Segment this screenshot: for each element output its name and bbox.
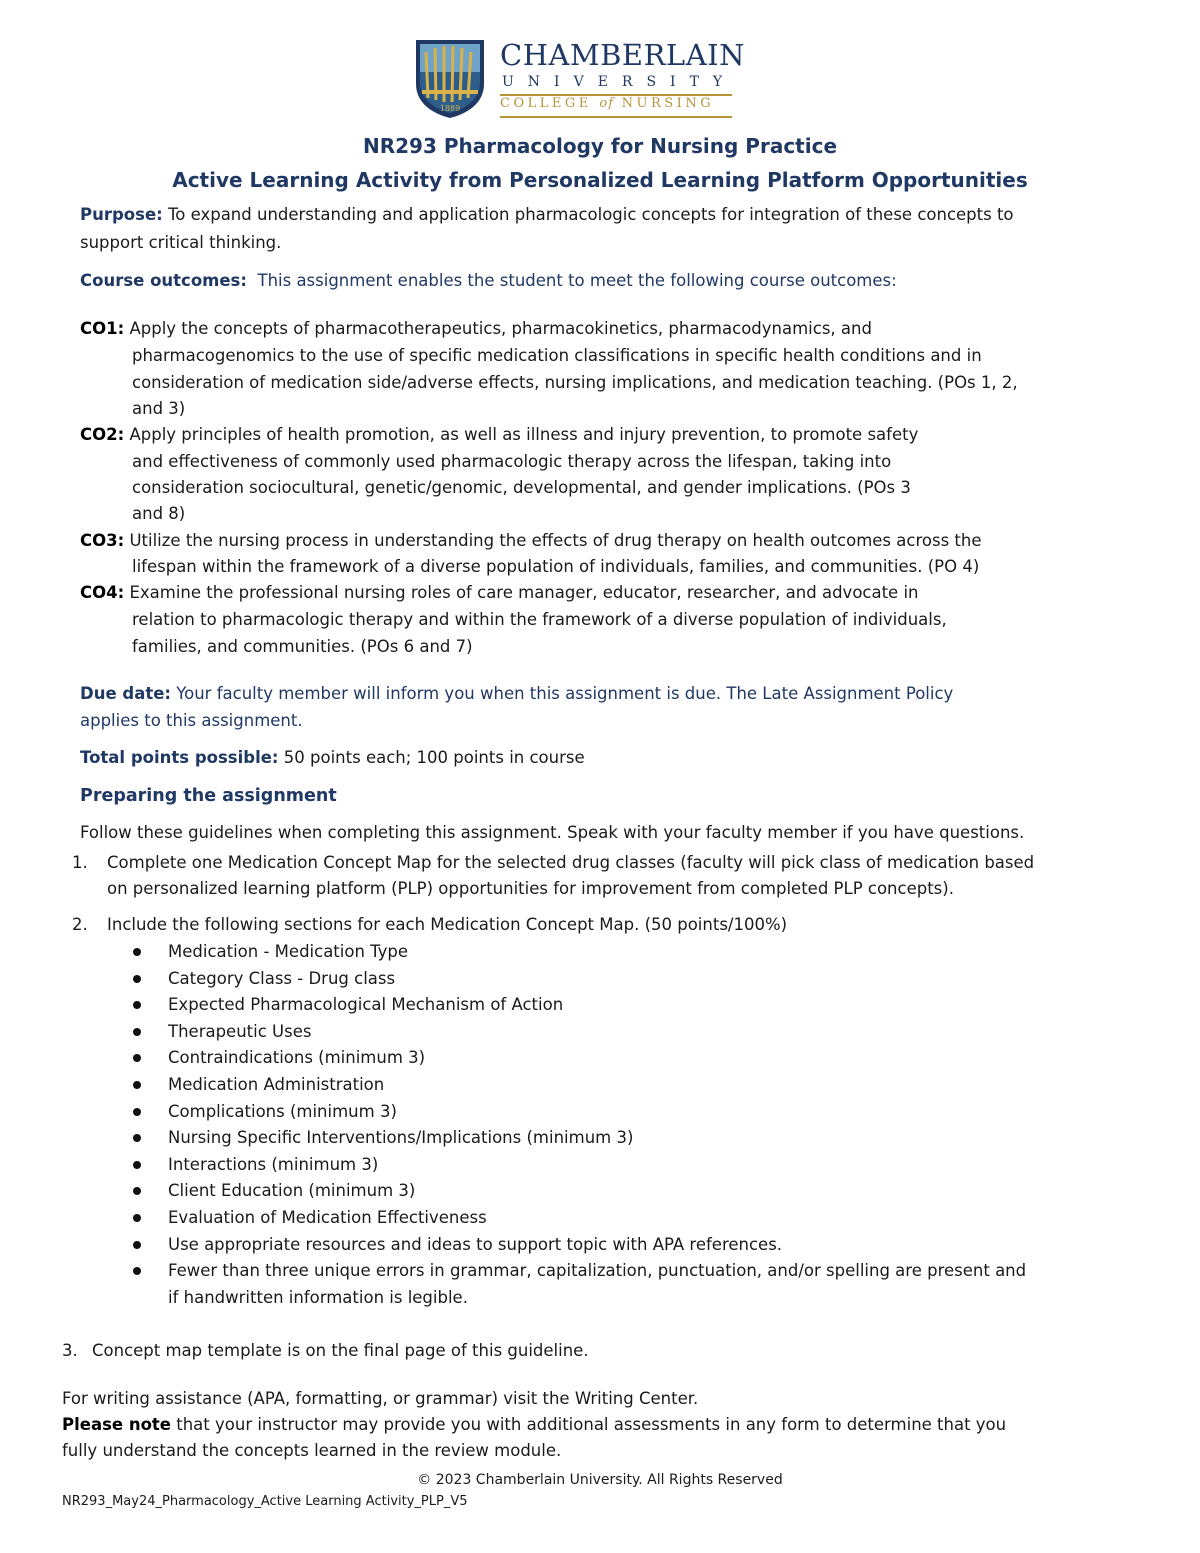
page-subtitle: Active Learning Activity from Personalized Learning Platform Opportunities — [172, 168, 1028, 192]
bullet-dot — [133, 1081, 141, 1089]
co1-line: consideration of medication side/adverse effects, nursing implications, and medication teaching. (POs 1, 2, — [132, 373, 1018, 392]
logo-rule-bottom — [500, 116, 732, 118]
shield-icon — [414, 38, 486, 120]
bullet-dot — [133, 1028, 141, 1036]
bullet-dot — [133, 1161, 141, 1169]
bullet-dot — [133, 1214, 141, 1222]
logo-university: UNIVERSITY — [502, 74, 737, 90]
item-1-number: 1. — [72, 853, 88, 872]
item-1-text-2: on personalized learning platform (PLP) opportunities for improvement from completed PLP concepts). — [107, 879, 954, 898]
due-date-line-2: applies to this assignment. — [80, 711, 303, 730]
bullet-dot — [133, 1187, 141, 1195]
chamberlain-logo — [414, 38, 745, 122]
co1-line: CO1: Apply the concepts of pharmacotherapeutics, pharmacokinetics, pharmacodynamics, and — [80, 319, 872, 338]
bullet-item: Category Class - Drug class — [168, 968, 396, 988]
bullet-item: Therapeutic Uses — [168, 1021, 312, 1041]
bullet-item-continuation: if handwritten information is legible. — [168, 1287, 468, 1307]
page-title: NR293 Pharmacology for Nursing Practice — [362, 134, 838, 158]
bullet-item: Medication Administration — [168, 1075, 385, 1094]
bullet-item: Use appropriate resources and ideas to support topic with APA references. — [168, 1234, 783, 1254]
item-3-text: Concept map template is on the final page of this guideline. — [92, 1341, 589, 1360]
footer-filename: NR293_May24_Pharmacology_Active Learning Activity_PLP_V5 — [62, 1494, 468, 1509]
bullet-item: Contraindications (minimum 3) — [168, 1048, 426, 1068]
please-note: Please note that your instructor may provide you with additional assessments in any form to determine that you — [62, 1415, 1007, 1434]
copyright: © 2023 Chamberlain University. All Rights Reserved — [417, 1472, 783, 1488]
writing-assistance: For writing assistance (APA, formatting, or grammar) visit the Writing Center. — [62, 1389, 699, 1408]
bullet-item: Complications (minimum 3) — [168, 1101, 397, 1121]
co4-line: relation to pharmacologic therapy and within the framework of a diverse population of individuals, — [132, 610, 947, 629]
co2-line: and 8) — [132, 504, 186, 523]
bullet-item: Nursing Specific Interventions/Implications (minimum 3) — [168, 1128, 634, 1148]
bullet-item: Medication - Medication Type — [168, 942, 409, 961]
please-note-line-2: fully understand the concepts learned in the review module. — [62, 1441, 562, 1460]
co4-line: CO4: Examine the professional nursing roles of care manager, educator, researcher, and advocate in — [80, 583, 919, 602]
svg-text:1889: 1889 — [439, 104, 461, 113]
total-points: Total points possible: 50 points each; 100 points in course — [80, 748, 585, 767]
course-outcomes: Course outcomes: This assignment enables the student to meet the following course outcomes: — [80, 271, 897, 290]
item-2-number: 2. — [72, 915, 88, 934]
bullet-dot — [133, 1134, 141, 1142]
co4-line: families, and communities. (POs 6 and 7) — [132, 637, 473, 656]
logo-name: CHAMBERLAIN — [500, 38, 745, 72]
item-1-text: Complete one Medication Concept Map for the selected drug classes (faculty will pick class of medication based — [107, 853, 1035, 872]
co2-line: consideration sociocultural, genetic/genomic, developmental, and gender implications. (POs 3 — [132, 478, 911, 497]
co3-line: CO3: Utilize the nursing process in understanding the effects of drug therapy on health outcomes across the — [80, 531, 982, 550]
bullet-dot — [133, 1241, 141, 1249]
due-date: Due date: Your faculty member will inform you when this assignment is due. The Late Assignment Policy — [80, 684, 954, 703]
bullet-dot — [133, 1001, 141, 1009]
bullet-dot — [133, 1267, 141, 1275]
item-3-number: 3. — [62, 1341, 78, 1360]
bullet-item: Evaluation of Medication Effectiveness — [168, 1208, 487, 1227]
bullet-dot — [133, 1054, 141, 1062]
co2-line: and effectiveness of commonly used pharmacologic therapy across the lifespan, taking into — [132, 452, 892, 471]
bullet-dot — [133, 948, 141, 956]
purpose-line: Purpose: To expand understanding and application pharmacologic concepts for integration of these concepts to — [80, 205, 1014, 224]
co1-line: pharmacogenomics to the use of specific medication classifications in specific health conditions and in — [132, 346, 982, 365]
purpose-line-2: support critical thinking. — [80, 233, 282, 252]
bullet-item: Expected Pharmacological Mechanism of Action — [168, 995, 564, 1015]
bullet-dot — [133, 1108, 141, 1116]
co3-line: lifespan within the framework of a diverse population of individuals, families, and communities. (PO 4) — [132, 557, 980, 576]
co2-line: CO2: Apply principles of health promotion, as well as illness and injury prevention, to promote safety — [80, 425, 919, 444]
bullet-item: Fewer than three unique errors in grammar, capitalization, punctuation, and/or spelling are present and — [168, 1261, 1027, 1281]
preparing-intro: Follow these guidelines when completing this assignment. Speak with your faculty member if you have questions. — [80, 823, 1025, 842]
bullet-item: Interactions (minimum 3) — [168, 1154, 379, 1174]
co1-line: and 3) — [132, 399, 186, 418]
bullet-item: Client Education (minimum 3) — [168, 1181, 416, 1201]
logo-college: COLLEGE of NURSING — [500, 96, 715, 111]
preparing-heading: Preparing the assignment — [80, 786, 337, 806]
bullet-dot — [133, 975, 141, 983]
item-2-text: Include the following sections for each Medication Concept Map. (50 points/100%) — [107, 915, 788, 934]
